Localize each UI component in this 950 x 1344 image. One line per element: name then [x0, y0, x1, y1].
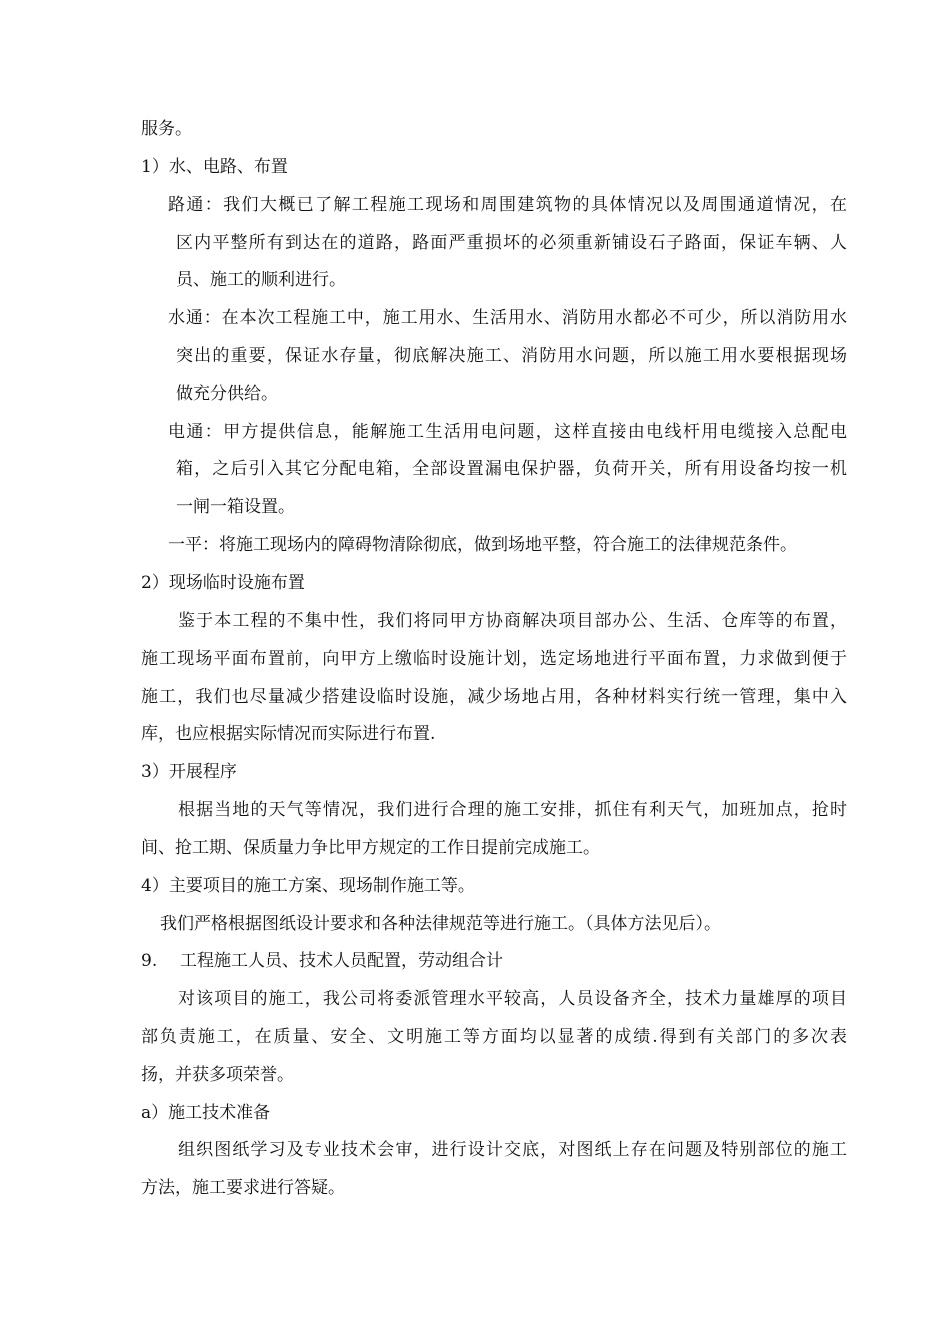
text-line: 一平：将施工现场内的障碍物清除彻底，做到场地平整，符合施工的法律规范条件。 — [168, 535, 797, 555]
text-line: 电通：甲方提供信息，能解施工生活用电问题，这样直接由电线杆用电缆接入总配电 — [168, 422, 847, 442]
section-heading: 工程施工人员、技术人员配置，劳动组合计 — [180, 951, 503, 971]
text-line: 员、施工的顺利进行。 — [176, 270, 346, 290]
text-line: 施工，我们也尽量减少搭建设临时设施，减少场地占用，各种材料实行统一管理，集中入 — [141, 687, 847, 707]
text-line: 扬，并获多项荣誉。 — [141, 1065, 294, 1085]
text-line: 做充分供给。 — [176, 384, 278, 404]
text-line: 一闸一箱设置。 — [176, 497, 295, 517]
text-line: 服务。 — [141, 119, 192, 139]
text-line: 突出的重要，保证水存量，彻底解决施工、消防用水问题，所以施工用水要根据现场 — [176, 346, 847, 366]
text-line: 部负责施工，在质量、安全、文明施工等方面均以显著的成绩.得到有关部门的多次表 — [141, 1027, 847, 1047]
text-line: 方法，施工要求进行答疑。 — [141, 1178, 345, 1198]
section-heading: 1）水、电路、布置 — [141, 157, 288, 177]
text-line: 施工现场平面布置前，向甲方上缴临时设施计划，选定场地进行平面布置，力求做到便于 — [141, 649, 847, 669]
section-heading: 2）现场临时设施布置 — [141, 573, 305, 593]
text-line: 水通：在本次工程施工中，施工用水、生活用水、消防用水都必不可少，所以消防用水 — [168, 308, 847, 328]
section-heading: 4）主要项目的施工方案、现场制作施工等。 — [141, 876, 475, 896]
text-line: 区内平整所有到达在的道路，路面严重损坏的必须重新铺设石子路面，保证车辆、人 — [176, 233, 847, 253]
text-line: 间、抢工期、保质量力争比甲方规定的工作日提前完成施工。 — [141, 838, 600, 858]
text-line: 我们严格根据图纸设计要求和各种法律规范等进行施工。（具体方法见后）。 — [160, 914, 721, 934]
text-line: 对该项目的施工，我公司将委派管理水平较高，人员设备齐全，技术力量雄厚的项目 — [178, 989, 847, 1009]
text-line: 根据当地的天气等情况，我们进行合理的施工安排，抓住有利天气，加班加点，抢时 — [178, 800, 847, 820]
text-line: 路通：我们大概已了解工程施工现场和周围建筑物的具体情况以及周围通道情况，在 — [168, 195, 847, 215]
section-heading: 3）开展程序 — [141, 762, 237, 782]
text-line: 鉴于本工程的不集中性，我们将同甲方协商解决项目部办公、生活、仓库等的布置， — [178, 611, 847, 631]
section-heading: a）施工技术准备 — [141, 1103, 271, 1123]
text-line: 库，也应根据实际情况而实际进行布置. — [141, 724, 436, 744]
text-line: 组织图纸学习及专业技术会审，进行设计交底，对图纸上存在问题及特别部位的施工 — [178, 1140, 847, 1160]
section-number: 9. — [141, 951, 158, 971]
text-line: 箱，之后引入其它分配电箱，全部设置漏电保护器，负荷开关，所有用设备均按一机 — [176, 459, 847, 479]
